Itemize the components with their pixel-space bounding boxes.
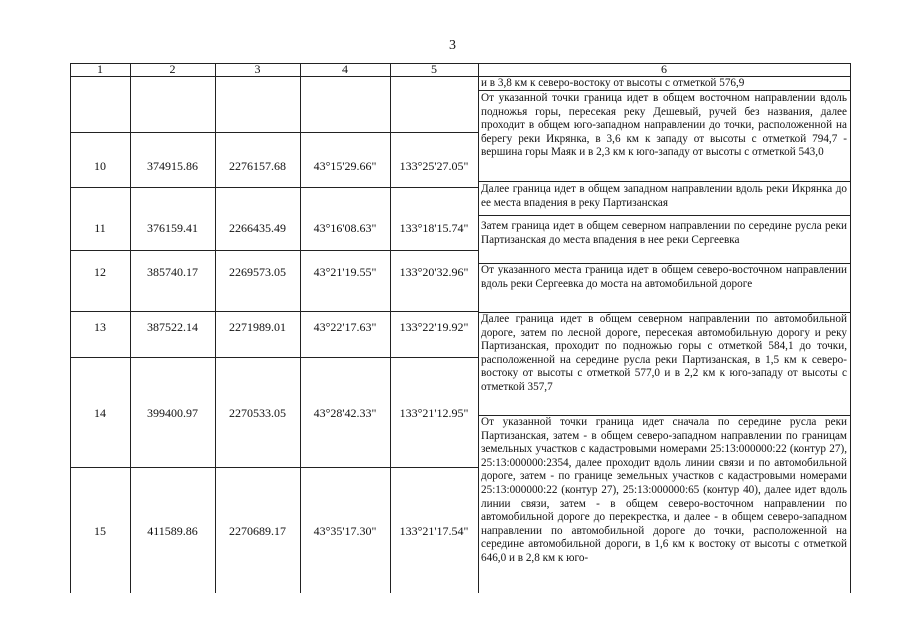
latitude: 43°35'17.30" xyxy=(313,524,377,538)
column-header: 6 xyxy=(661,62,667,76)
coordinate-x: 385740.17 xyxy=(147,265,198,279)
longitude: 133°22'19.92" xyxy=(399,320,469,334)
latitude: 43°28'42.33" xyxy=(313,406,377,420)
latitude: 43°22'17.63" xyxy=(313,320,377,334)
column-header: 3 xyxy=(254,62,261,76)
longitude: 133°21'12.95" xyxy=(399,406,469,420)
row-divider xyxy=(70,467,479,468)
boundary-description: От указанного места граница идет в общем северо-восточном направлении вдоль реки Сергеевка до моста на автомобильной дороге xyxy=(481,264,847,290)
longitude: 133°20'32.96" xyxy=(399,265,469,279)
point-number: 13 xyxy=(94,320,106,334)
coordinate-y: 2269573.05 xyxy=(229,265,286,279)
description-divider xyxy=(478,181,851,182)
latitude: 43°21'19.55" xyxy=(313,265,377,279)
description-divider xyxy=(478,215,851,216)
coordinate-y: 2276157.68 xyxy=(229,159,286,173)
boundary-table xyxy=(70,63,851,593)
longitude: 133°21'17.54" xyxy=(399,524,469,538)
row-divider xyxy=(70,187,479,188)
coordinate-x: 374915.86 xyxy=(147,159,198,173)
coordinate-y: 2271989.01 xyxy=(229,320,286,334)
point-number: 11 xyxy=(94,221,106,235)
latitude: 43°15'29.66" xyxy=(313,159,377,173)
row-divider xyxy=(70,357,479,358)
point-number: 14 xyxy=(94,406,106,420)
coordinate-y: 2266435.49 xyxy=(229,221,286,235)
column-header: 2 xyxy=(169,62,176,76)
table-border-right xyxy=(850,63,851,593)
longitude: 133°25'27.05" xyxy=(399,159,469,173)
column-divider xyxy=(478,63,479,593)
coordinate-y: 2270689.17 xyxy=(229,524,286,538)
column-header: 5 xyxy=(431,62,437,76)
column-header: 4 xyxy=(342,62,348,76)
latitude: 43°16'08.63" xyxy=(313,221,377,235)
boundary-description: Далее граница идет в общем западном направлении вдоль реки Икрянка до ее места впадения в реку Партизанская xyxy=(481,183,847,209)
coordinate-y: 2270533.05 xyxy=(229,406,286,420)
row-divider xyxy=(70,311,479,312)
coordinate-x: 387522.14 xyxy=(147,320,198,334)
boundary-description: Затем граница идет в общем северном направлении по середине русла реки Партизанская до места впадения в нее реки Сергеевка xyxy=(481,220,847,246)
coordinate-x: 399400.97 xyxy=(147,406,198,420)
point-number: 12 xyxy=(94,265,106,279)
column-header: 1 xyxy=(97,62,103,76)
coordinate-x: 411589.86 xyxy=(147,524,198,538)
longitude: 133°18'15.74" xyxy=(399,221,469,235)
boundary-description: От указанной точки граница идет в общем восточном направлении вдоль подножья горы, пересекая реку Дешевый, ручей без названия, далее проходит в общем юго-западном направлении до точки, расположенной на берегу реки Икрянка, в 3,6 км к западу от высоты с отметкой 794,7 - вершина горы Маяк и в 2,3 км к юго-западу от высоты с отметкой 543,0 xyxy=(481,92,847,159)
boundary-description: и в 3,8 км к северо-востоку от высоты с отметкой 576,9 xyxy=(481,77,745,89)
boundary-description: Далее граница идет в общем северном направлении по автомобильной дороге, затем по лесной дороге, пересекая автомобильную дорогу и реку Партизанская, проходит по подножью горы с отметкой 584,1 до точки, расположенной на середине русла реки Партизанская, в 1,5 км к северо-востоку от высоты с отметкой 577,0 и в 2,2 км к юго-западу от высоты с отметкой 357,7 xyxy=(481,313,847,393)
coordinate-x: 376159.41 xyxy=(147,221,198,235)
point-number: 15 xyxy=(94,524,106,538)
row-divider xyxy=(70,250,479,251)
boundary-description: От указанной точки граница идет сначала по середине русла реки Партизанская, затем - в общем северо-западном направлении по границам земельных участков с кадастровыми номерами 25:13:000000:22 (контур 27), 25:13:000000:2354, далее проходит вдоль линии связи и по автомобильной дороге, затем - по границе земельных участков с кадастровыми номерами 25:13:000000:22 (контур 27), 25:13:000000:65 (контур 40), далее идет вдоль линии связи, затем - в общем северо-восточном направлении по автомобильной дороге до перекрестка, и далее - в общем северо-западном направлении по автомобильной дороге до точки, расположенной на середине автомобильной дороги, в 1,6 км к востоку от высоты с отметкой 646,0 и в 2,8 км к юго- xyxy=(481,416,847,564)
row-divider xyxy=(70,132,479,133)
page-number: 3 xyxy=(449,38,456,53)
point-number: 10 xyxy=(94,159,106,173)
